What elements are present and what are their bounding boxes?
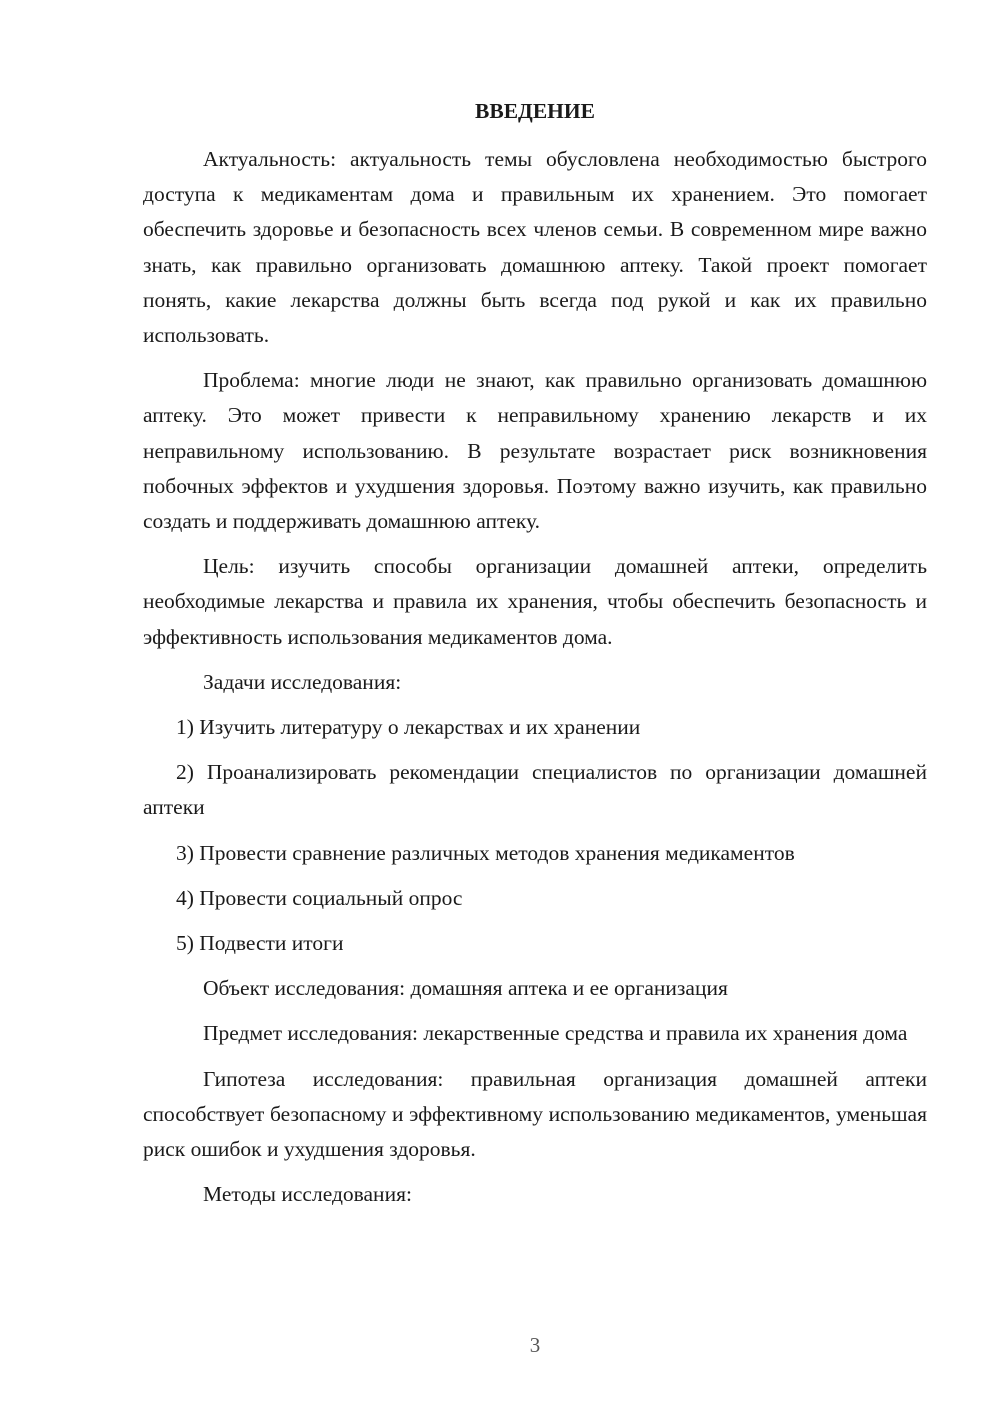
document-body bbox=[143, 96, 927, 1222]
tasks-title: Задачи исследования: bbox=[203, 669, 402, 694]
task-item: 3) Провести сравнение различных методов хранения медикаментов bbox=[176, 840, 795, 865]
page-number: 3 bbox=[529, 1333, 541, 1357]
task-item: 4) Провести социальный опрос bbox=[176, 885, 463, 910]
paragraph-problem: Проблема: многие люди не знают, как правильно организовать домашнюю аптеку. Это может привести к неправильному хранению лекарств и их неправильному использованию. В результате возрастает риск возникновения побочных эффектов и ухудшения здоровья. Поэтому важно изучить, как правильно создать и поддерживать домашнюю аптеку. bbox=[143, 368, 927, 534]
paragraph-hypothesis: Гипотеза исследования: правильная организация домашней аптеки способствует безопасному и эффективному использованию медикаментов, уменьшая риск ошибок и ухудшения здоровья. bbox=[143, 1066, 927, 1162]
section-heading: ВВЕДЕНИЕ bbox=[475, 99, 595, 123]
task-item: 5) Подвести итоги bbox=[176, 931, 344, 956]
paragraph-goal: Цель: изучить способы организации домашней аптеки, определить необходимые лекарства и правила их хранения, чтобы обеспечить безопасность и эффективность использования медикаментов дома. bbox=[143, 554, 927, 649]
methods-title: Методы исследования: bbox=[203, 1182, 412, 1207]
paragraph-subject: Предмет исследования: лекарственные средства и правила их хранения дома bbox=[203, 1021, 908, 1046]
paragraph-relevance: Актуальность: актуальность темы обусловлена необходимостью быстрого доступа к медикаментам дома и правильным их хранением. Это помогает обеспечить здоровье и безопасность всех членов семьи. В современном мире важно знать, как правильно организовать домашнюю аптеку. Такой проект помогает понять, какие лекарства должны быть всегда под рукой и как их правильно использовать. bbox=[143, 147, 927, 348]
paragraph-object: Объект исследования: домашняя аптека и ее организация bbox=[203, 976, 728, 1001]
task-item: 1) Изучить литературу о лекарствах и их хранении bbox=[176, 715, 641, 740]
task-item: 2) Проанализировать рекомендации специалистов по организации домашней аптеки bbox=[143, 760, 927, 820]
